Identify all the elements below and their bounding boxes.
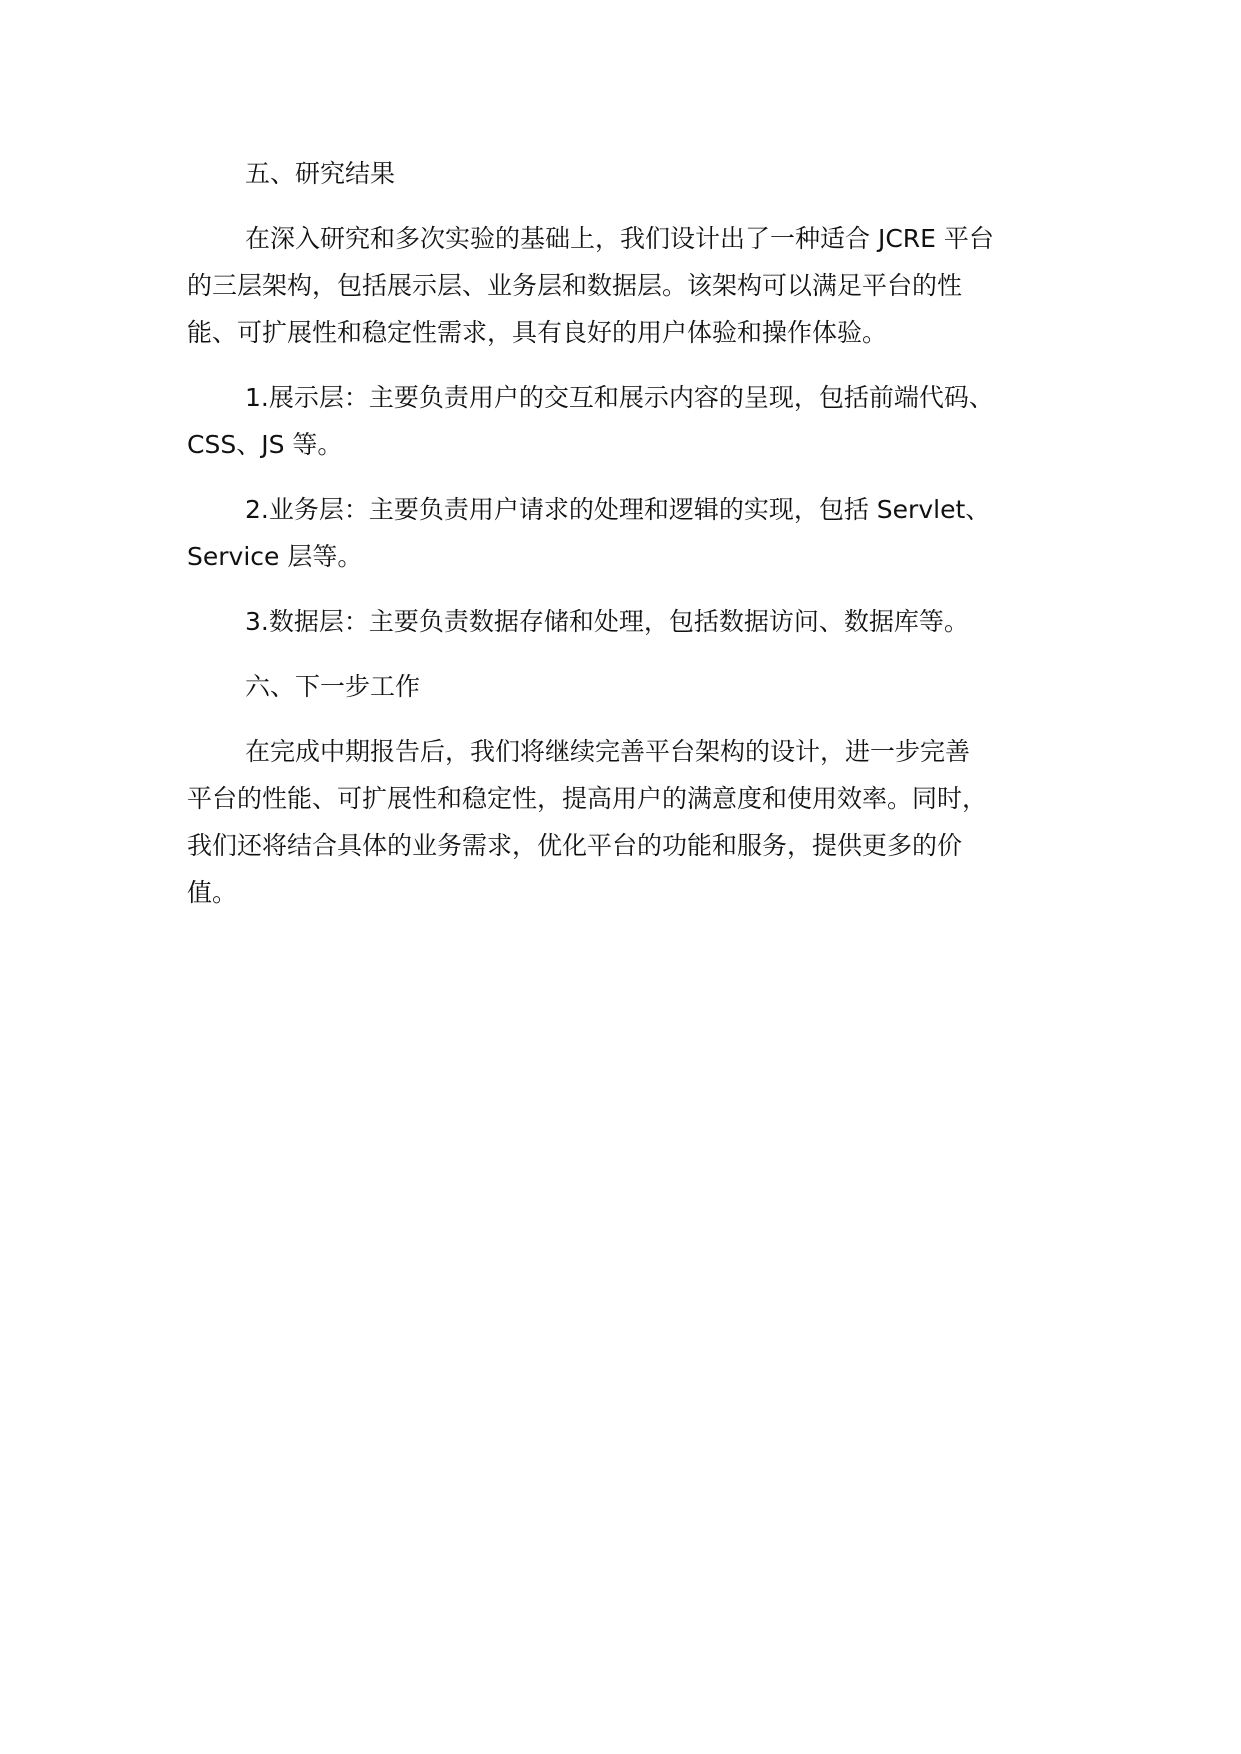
data-layer-item bbox=[187, 598, 1077, 645]
paragraph-line: 平台的性能、可扩展性和稳定性，提高用户的满意度和使用效率。同时， bbox=[187, 784, 988, 813]
paragraph-line: 的三层架构，包括展示层、业务层和数据层。该架构可以满足平台的性 bbox=[187, 271, 963, 300]
section-6-heading: 六、下一步工作 bbox=[245, 672, 421, 701]
paragraph-line: Service 层等。 bbox=[187, 542, 363, 571]
business-layer-item bbox=[187, 486, 1077, 580]
document-body bbox=[187, 150, 1077, 934]
paragraph-line: 我们还将结合具体的业务需求，优化平台的功能和服务，提供更多的价 bbox=[187, 831, 963, 860]
paragraph-line: CSS、JS 等。 bbox=[187, 430, 343, 459]
paragraph-line: 在深入研究和多次实验的基础上，我们设计出了一种适合 JCRE 平台 bbox=[245, 224, 994, 253]
paragraph-line: 2.业务层：主要负责用户请求的处理和逻辑的实现，包括 Servlet、 bbox=[245, 495, 991, 524]
section-5-paragraph bbox=[187, 215, 1077, 356]
paragraph-line: 能、可扩展性和稳定性需求，具有良好的用户体验和操作体验。 bbox=[187, 318, 888, 347]
section-6-paragraph bbox=[187, 728, 1077, 916]
paragraph-line: 在完成中期报告后，我们将继续完善平台架构的设计，进一步完善 bbox=[245, 737, 971, 766]
paragraph-line: 3.数据层：主要负责数据存储和处理，包括数据访问、数据库等。 bbox=[245, 607, 969, 636]
paragraph-line: 1.展示层：主要负责用户的交互和展示内容的呈现，包括前端代码、 bbox=[245, 383, 994, 412]
presentation-layer-item bbox=[187, 374, 1077, 468]
paragraph-line: 值。 bbox=[187, 878, 238, 907]
section-5-heading: 五、研究结果 bbox=[245, 159, 396, 188]
